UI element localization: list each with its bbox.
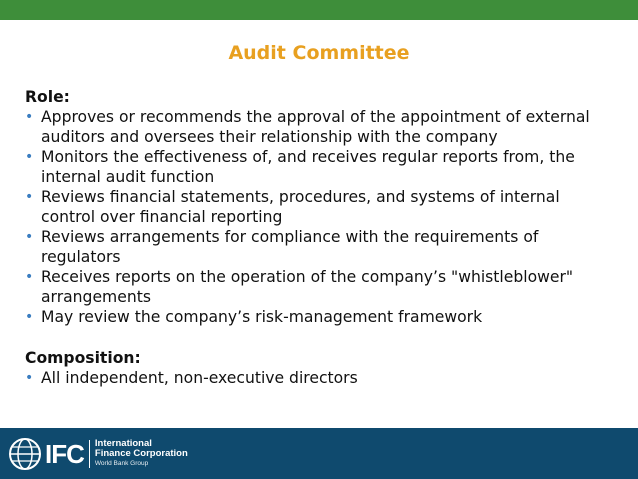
logo-mark: IFC [45,439,84,469]
bullet-icon: • [25,109,34,125]
list-item [25,307,615,327]
bullet-icon: • [25,269,34,285]
bullet-icon: • [25,149,34,165]
list-item [25,227,615,267]
globe-icon [8,437,42,471]
list-item-text: Monitors the effectiveness of, and receives regular reports from, the internal audit function [41,148,575,186]
composition-list [25,368,615,388]
ifc-logo [8,436,188,472]
list-item [25,147,615,187]
list-item [25,107,615,147]
logo-line-3: World Bank Group [94,460,149,467]
list-item [25,267,615,307]
logo-text [95,439,188,469]
logo-line-1: International [94,438,152,449]
top-bar [0,0,638,20]
list-item-text: All independent, non-executive directors [41,369,358,387]
list-item-text: Receives reports on the operation of the company’s "whistleblower" arrangements [41,268,574,306]
role-list [25,107,615,327]
bullet-icon: • [25,229,34,245]
logo-line-2: Finance Corporation [94,448,188,459]
list-item [25,187,615,227]
list-item-text: Reviews financial statements, procedures, and systems of internal control over financial reporting [41,188,560,226]
list-item [25,368,615,388]
bullet-icon: • [25,309,34,325]
logo-divider [89,440,90,468]
bullet-icon: • [25,370,34,386]
role-heading: Role: [25,88,70,106]
list-item-text: Approves or recommends the approval of the appointment of external auditors and oversees their relationship with the company [41,108,590,146]
page-title: Audit Committee [228,42,410,64]
list-item-text: Reviews arrangements for compliance with the requirements of regulators [41,228,539,266]
slide-content [25,87,615,388]
bullet-icon: • [25,189,34,205]
composition-heading: Composition: [25,349,141,367]
section-gap [25,327,615,348]
footer-bar [0,428,638,479]
list-item-text: May review the company’s risk-management framework [41,308,483,326]
